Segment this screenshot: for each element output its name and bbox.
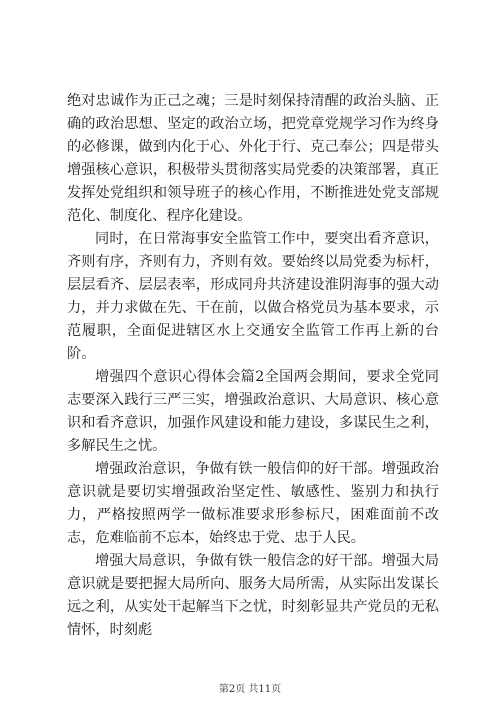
paragraph-3: 增强四个意识心得体会篇2全国两会期间，要求全党同志要深入践行三严三实，增强政治意识、大局意识、核心意识和看齐意识，加强作风建设和能力建设，多谋民生之利，多解民生之忧。 [67, 369, 439, 454]
paragraph-2: 同时，在日常海事安全监管工作中，要突出看齐意识，齐则有序，齐则有力，齐则有效。要始终以局党委为标杆，层层看齐、层层表率，形成同舟共济建设淮阴海事的强大动力，并力求做在先、干在前，以做合格党员为基本要求，示范履职，全面促进辖区水上交通安全监管工作再上新的台阶。 [67, 231, 439, 362]
paragraph-5: 增强大局意识，争做有铁一般信念的好干部。增强大局意识就是要把握大局所向、服务大局所需，从实际出发谋长远之利，从实处干起解当下之忧，时刻彰显共产党员的无私情怀，时刻彪 [67, 553, 439, 638]
document-body [67, 90, 439, 642]
paragraph-1: 绝对忠诚作为正己之魂；三是时刻保持清醒的政治头脑、正确的政治思想、坚定的政治立场，把党章党规学习作为终身的必修课，做到内化于心、外化于行、克己奉公；四是带头增强核心意识，积极带头贯彻落实局党委的决策部署，真正发挥处党组织和领导班子的核心作用，不断推进处党支部规范化、制度化、程序化建设。 [67, 93, 439, 224]
paragraph-4: 增强政治意识，争做有铁一般信仰的好干部。增强政治意识就是要切实增强政治坚定性、敏感性、鉴别力和执行力，严格按照两学一做标准要求形参标尺，困难面前不改志，危难临前不忘本，始终忠于党、忠于人民。 [67, 461, 439, 546]
page-footer: 第2页 共11页 [218, 684, 282, 695]
